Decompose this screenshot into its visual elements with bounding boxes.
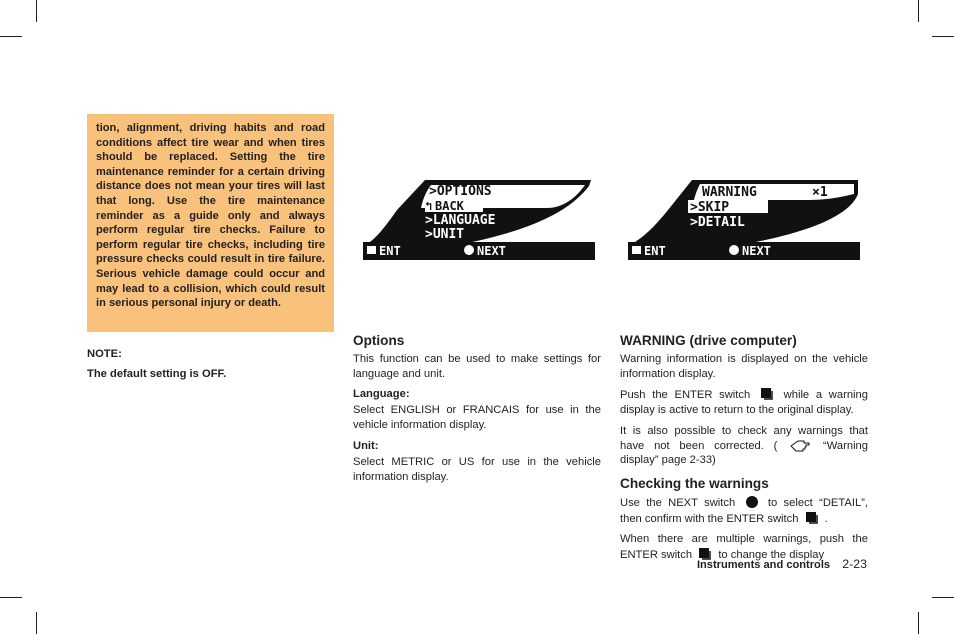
warning-display-illustration (628, 180, 860, 260)
language-heading: Language: (353, 388, 410, 401)
enter-switch-icon (760, 387, 774, 401)
options-display-item: >LANGUAGE (425, 213, 496, 228)
reference-hand-icon (790, 440, 810, 452)
options-section (353, 333, 601, 490)
crop-mark (36, 612, 37, 634)
enter-icon (367, 246, 376, 254)
page-footer (697, 557, 867, 571)
options-display-item: >UNIT (425, 227, 465, 242)
svg-text:↰: ↰ (425, 199, 433, 213)
note-text: The default setting is OFF. (87, 368, 227, 380)
checking-warnings-heading: Checking the warnings (620, 475, 769, 491)
options-display-illustration (363, 180, 595, 260)
crop-mark (918, 0, 919, 22)
warning-box (87, 114, 334, 332)
warning-p5: When there are multiple warnings, push the ENTER switch to change the display (620, 533, 868, 562)
warning-p1: Warning information is displayed on the vehicle information display. (620, 353, 868, 380)
note-heading: NOTE: (87, 348, 122, 360)
warning-display-count: ×1 (812, 185, 828, 200)
warning-display-next: NEXT (742, 244, 771, 258)
crop-mark (36, 0, 37, 22)
warning-section (620, 333, 868, 569)
warning-heading: WARNING (drive computer) (620, 333, 797, 348)
warning-text: tion, alignment, driving habits and road conditions affect tire wear and when tires should be replaced. Setting the tire maintenance reminder for a certain driving distance does not mean your tires will last that long. Use the tire maintenance reminder as a guide only and always perform regular tire checks. Failure to perform regular tire checks, including tire pressure checks could result in tire failure. Serious vehicle damage could occur and may lead to a collision, which could result in serious personal injury or death. (96, 122, 325, 310)
enter-switch-icon (805, 511, 819, 525)
unit-heading: Unit: (353, 439, 379, 452)
language-text: Select ENGLISH or FRANCAIS for use in the vehicle information display. (353, 404, 601, 432)
options-display-title: >OPTIONS (429, 184, 492, 199)
crop-mark (932, 36, 954, 37)
crop-mark (918, 612, 919, 634)
options-display-item: BACK (435, 199, 464, 213)
crop-mark (932, 597, 954, 598)
options-heading: Options (353, 333, 405, 348)
warning-p4: Use the NEXT switch to select “DETAIL”, then confirm with the ENTER switch . (620, 496, 869, 525)
warning-display-item: >SKIP (690, 200, 730, 215)
options-display-ent: ENT (379, 244, 401, 258)
crop-mark (0, 597, 22, 598)
warning-display-item: >DETAIL (690, 215, 745, 230)
options-intro: This function can be used to make settings for language and unit. (353, 353, 601, 380)
crop-mark (0, 36, 22, 37)
warning-display-title: WARNING (702, 185, 757, 200)
enter-icon (632, 246, 641, 254)
next-icon (464, 245, 474, 255)
warning-p2: Push the ENTER switch while a warning display is active to return to the original display. (620, 389, 868, 417)
next-switch-icon (745, 495, 759, 509)
page-number: 2-23 (842, 557, 867, 571)
warning-display-ent: ENT (644, 244, 666, 258)
warning-p3: It is also possible to check any warnings that have not been corrected. ( “Warning display” page 2-33) (620, 424, 868, 467)
next-icon (729, 245, 739, 255)
footer-section: Instruments and controls (696, 559, 831, 571)
unit-text: Select METRIC or US for use in the vehicle information display. (353, 455, 601, 483)
options-display-next: NEXT (477, 244, 506, 258)
